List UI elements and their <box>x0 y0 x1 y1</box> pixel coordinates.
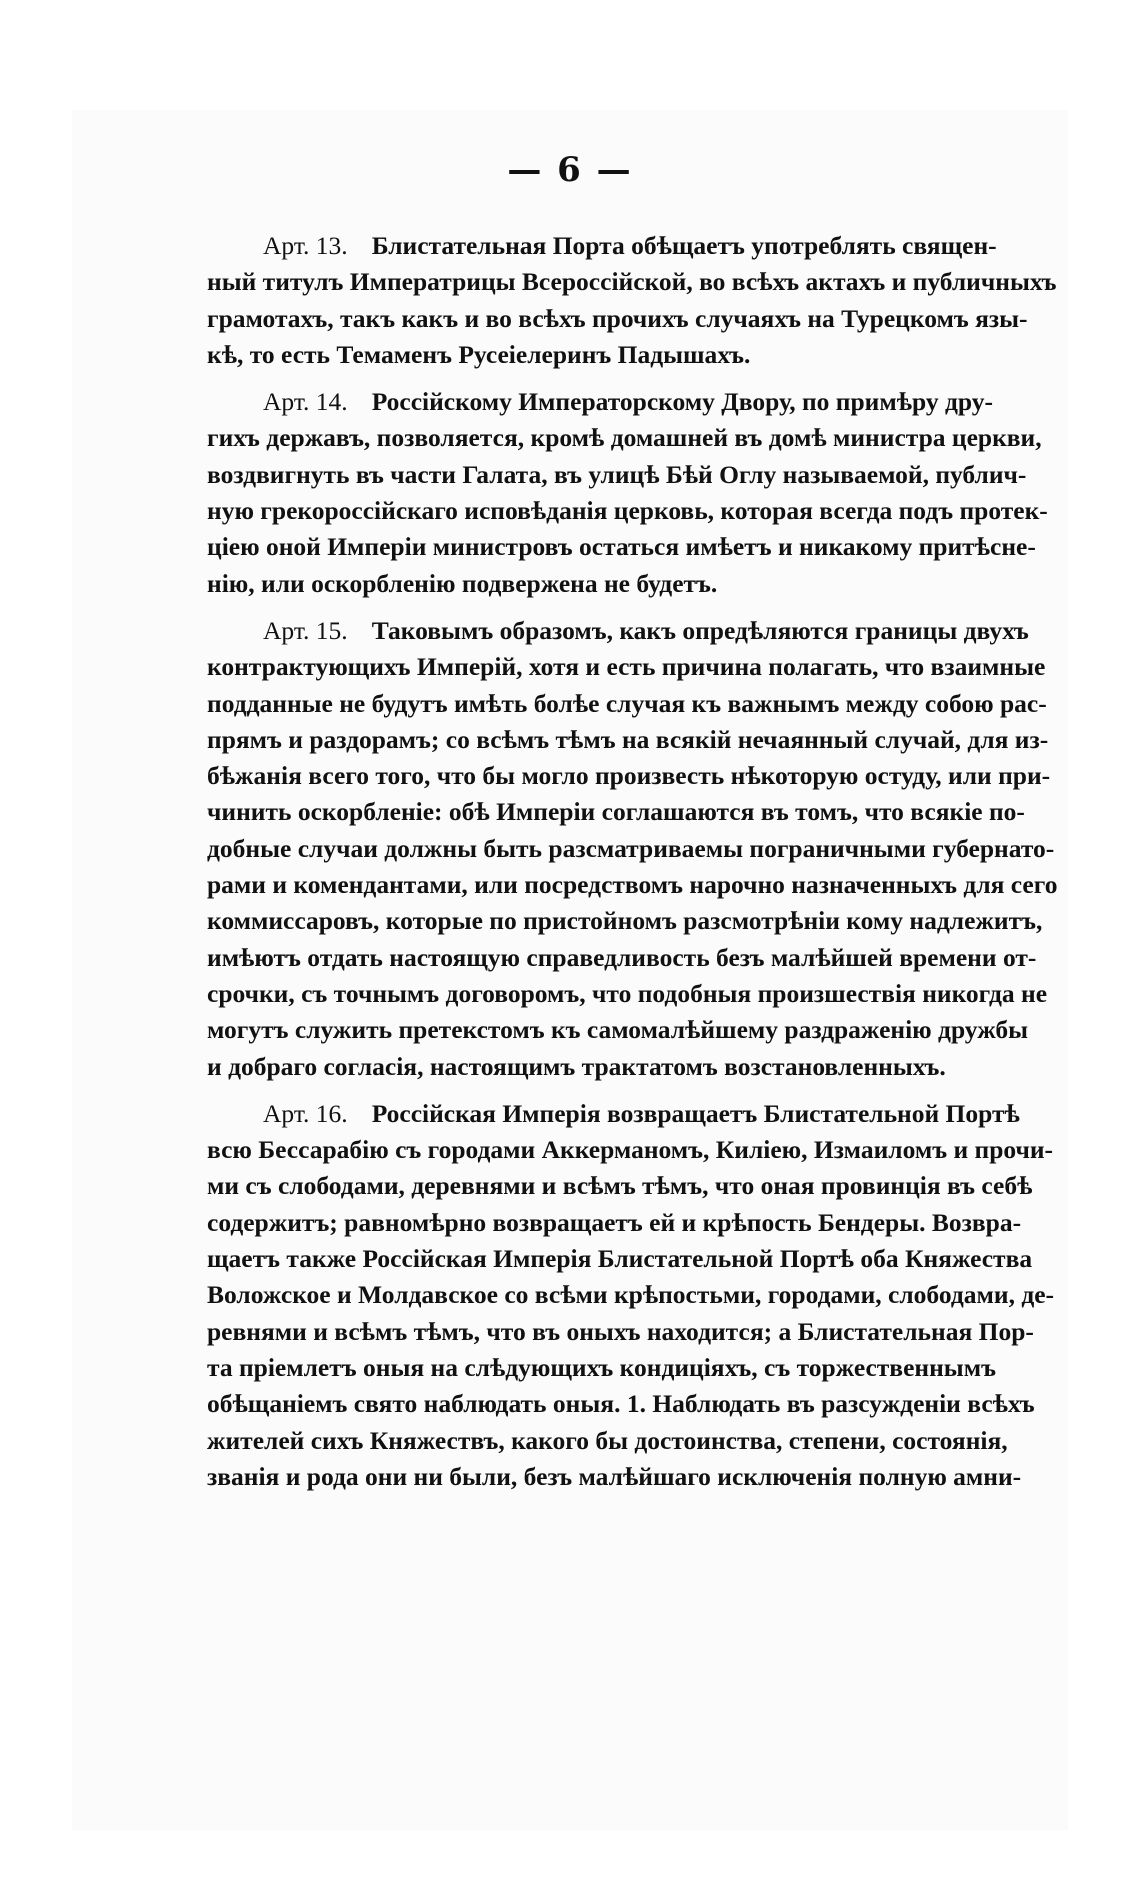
page-number: — 6 — <box>507 150 633 190</box>
article-first-line-text: Таковымъ образомъ, какъ опредѣляются границы двухъ <box>371 615 1029 645</box>
text-line: ревнями и всѣмъ тѣмъ, что въ оныхъ находится; а Блистательная Пор- <box>207 1316 1034 1346</box>
text-line: нію, или оскорбленію подвержена не будетъ. <box>207 568 718 598</box>
text-line: грамотахъ, такъ какъ и во всѣхъ прочихъ случаяхъ на Турецкомъ язы- <box>207 303 1028 333</box>
text-line: добные случаи должны быть разсматриваемы пограничными губернато- <box>207 833 1055 863</box>
text-line: ми съ слободами, деревнями и всѣмъ тѣмъ, что оная провинція въ себѣ <box>207 1171 1033 1201</box>
article-15-paragraph <box>207 613 1058 1085</box>
article-first-line-text: Россійскому Императорскому Двору, по примѣру дру- <box>371 387 993 417</box>
text-line: воздвигнуть въ части Галата, въ улицѣ Бѣй Оглу называемой, публич- <box>207 459 1027 489</box>
text-line: та пріемлетъ оныя на слѣдующихъ кондиціяхъ, съ торжественнымъ <box>207 1352 996 1382</box>
text-line: бѣжанія всего того, что бы могло произвесть нѣкоторую остуду, или при- <box>207 761 1051 791</box>
text-line: обѣщаніемъ свято наблюдать оныя. 1. Наблюдать въ разсужденіи всѣхъ <box>207 1389 1035 1419</box>
text-line: всю Бессарабію съ городами Аккерманомъ, Киліею, Измаиломъ и прочи- <box>207 1135 1054 1165</box>
text-line: прямъ и раздорамъ; со всѣмъ тѣмъ на всякій нечаянный случай, для из- <box>207 724 1049 754</box>
text-line: имѣютъ отдать настоящую справедливость безъ малѣйшей времени от- <box>207 942 1037 972</box>
page-body-text <box>207 228 1058 1506</box>
article-14-paragraph <box>207 384 1048 602</box>
article-13-paragraph <box>207 228 1057 373</box>
book-page <box>72 110 1068 1830</box>
text-line: срочки, съ точнымъ договоромъ, что подобныя произшествія никогда не <box>207 978 1048 1008</box>
article-heading: Арт. 14. <box>263 387 348 417</box>
article-heading: Арт. 16. <box>263 1098 348 1128</box>
text-line: званія и рода они ни были, безъ малѣйшаго исключенія полную амни- <box>207 1461 1022 1491</box>
article-first-line-text: Блистательная Порта обѣщаетъ употреблять священ- <box>371 231 997 260</box>
article-first-line <box>207 384 993 420</box>
text-line: щаетъ также Россійская Имперія Блистательной Портѣ оба Княжества <box>207 1244 1033 1274</box>
text-line: ціею оной Имперіи министровъ остаться имѣетъ и никакому притѣсне- <box>207 532 1036 562</box>
article-first-line <box>207 1096 1020 1132</box>
article-first-line <box>207 228 997 264</box>
article-16-paragraph <box>207 1096 1055 1495</box>
article-heading: Арт. 13. <box>263 231 348 260</box>
text-line: ную грекороссійскаго исповѣданія церковь, которая всегда подъ протек- <box>207 496 1048 526</box>
text-line: коммиссаровъ, которые по пристойномъ разсмотрѣніи кому надлежитъ, <box>207 906 1043 936</box>
text-line: могутъ служить претекстомъ къ самомалѣйшему раздраженію дружбы <box>207 1015 1029 1045</box>
text-line: Воложское и Молдавское со всѣми крѣпостьми, городами, слободами, де- <box>207 1280 1055 1310</box>
text-line: чинить оскорбленіе: обѣ Имперіи соглашаются въ томъ, что всякіе по- <box>207 797 1025 827</box>
text-line: жителей сихъ Княжествъ, какого бы достоинства, степени, состоянія, <box>207 1425 1008 1455</box>
text-line: подданные не будутъ имѣть болѣе случая къ важнымъ между собою рас- <box>207 688 1047 718</box>
article-heading: Арт. 15. <box>263 615 348 645</box>
text-line: и добраго согласія, настоящимъ трактатомъ возстановленныхъ. <box>207 1051 946 1081</box>
text-line: рами и комендантами, или посредствомъ нарочно назначенныхъ для сего <box>207 870 1058 900</box>
text-line: ный титулъ Императрицы Всероссійской, во всѣхъ актахъ и публичныхъ <box>207 267 1057 297</box>
text-line: контрактующихъ Имперій, хотя и есть причина полагать, что взаимные <box>207 652 1046 682</box>
text-line: содержитъ; равномѣрно возвращаетъ ей и крѣпость Бендеры. Возвра- <box>207 1207 1022 1237</box>
text-line: кѣ, то есть Темаменъ Русеіелеринъ Падышахъ. <box>207 339 751 369</box>
text-line: гихъ державъ, позволяется, кромѣ домашней въ домѣ министра церкви, <box>207 423 1042 453</box>
article-first-line-text: Россійская Имперія возвращаетъ Блистательной Портѣ <box>371 1098 1020 1128</box>
article-first-line <box>207 613 1029 649</box>
